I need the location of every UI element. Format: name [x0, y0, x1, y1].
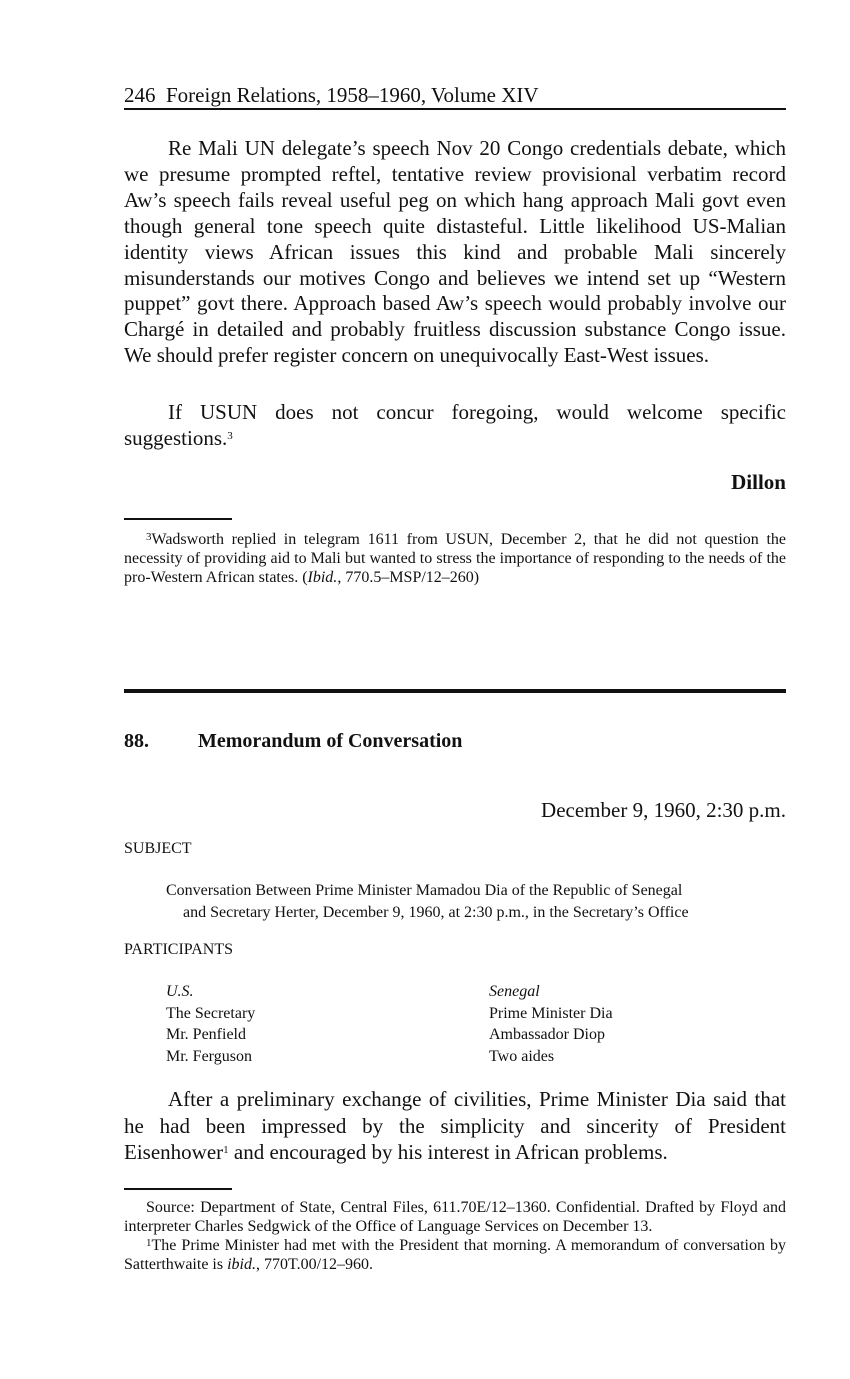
participants-us-title: U.S. [166, 983, 194, 1000]
body-paragraph-1: Re Mali UN delegate’s speech Nov 20 Congo credentials debate, which we presume prompted reftel, tentative review provisional verbatim record Aw’s speech fails reveal useful peg on which hang approach Mali govt even though general tone speech quite distasteful. Little likelihood US-Malian identity views African issues this kind and probable Mali sincerely misunderstands our motives Congo and believes we intend set up “Western puppet” govt there. Approach based Aw’s speech would probably involve our Chargé in detailed and probably fruitless discussion substance Congo issue. We should prefer register concern on unequivocally East-West issues. [124, 136, 786, 368]
section-rule [124, 689, 786, 693]
subject-label: SUBJECT [124, 840, 192, 857]
running-title: Foreign Relations, 1958–1960, Volume XIV [166, 83, 539, 107]
footnote-3 [124, 530, 786, 587]
subject-line-2: and Secretary Herter, December 9, 1960, at 2:30 p.m., in the Secretary’s Office [183, 904, 689, 921]
footnote-3-text-end: , 770.5–MSP/12–260) [337, 569, 480, 586]
footnote-1-mark: 1 [146, 1237, 152, 1249]
page-number: 246 [124, 83, 156, 107]
body-paragraph-2 [124, 400, 786, 452]
participant: Mr. Penfield [166, 1026, 246, 1043]
participant: The Secretary [166, 1004, 256, 1022]
source-note: Source: Department of State, Central Files, 611.70E/12–1360. Confidential. Drafted by Floyd and interpreter Charles Sedgwick of the Office of Language Services on December 13. [124, 1199, 786, 1235]
bottom-footnotes [124, 1198, 786, 1274]
footnote-rule [124, 518, 232, 520]
footnote-3-mark: 3 [146, 531, 152, 543]
participant: Prime Minister Dia [489, 1004, 613, 1022]
footnote-1 [124, 1236, 786, 1274]
footnote-1-text-end: , 770T.00/12–960. [255, 1256, 374, 1273]
document-title: Memorandum of Conversation [198, 730, 463, 752]
participants-senegal-title: Senegal [489, 983, 540, 1000]
running-header [124, 82, 786, 108]
subject-text [166, 880, 786, 924]
document-heading [124, 730, 462, 753]
footnote-3-ibid: Ibid. [307, 569, 338, 586]
footnote-1-ibid: ibid. [227, 1256, 256, 1273]
signature: Dillon [731, 470, 786, 494]
body-paragraph-3-text: After a preliminary exchange of civilities, Prime Minister Dia said that he had been impressed by the simplicity and sincerity of President Eisenhower [124, 1087, 786, 1164]
body-paragraph-2-text: If USUN does not concur foregoing, would welcome specific suggestions. [124, 400, 786, 450]
footnote-ref-3: 3 [227, 429, 233, 442]
document-date: December 9, 1960, 2:30 p.m. [541, 798, 786, 822]
participants-label: PARTICIPANTS [124, 941, 234, 958]
participants-senegal [489, 981, 613, 1067]
header-rule [124, 108, 786, 110]
participant: Mr. Ferguson [166, 1047, 252, 1065]
footnote-rule-bottom [124, 1188, 232, 1190]
footnote-3-text: Wadsworth replied in telegram 1611 from USUN, December 2, that he did not question the necessity of providing aid to Mali but wanted to stress the importance of responding to the needs of the pro-Western African states. ( [124, 531, 786, 586]
body-paragraph-3 [124, 1086, 786, 1166]
body-paragraph-3-text-end: and encouraged by his interest in African problems. [228, 1140, 668, 1164]
footnote-ref-1: 1 [223, 1144, 229, 1156]
document-number: 88. [124, 730, 149, 752]
participant: Ambassador Diop [489, 1026, 605, 1043]
participants-us [166, 981, 255, 1067]
subject-line-1: Conversation Between Prime Minister Mamadou Dia of the Republic of Senegal [166, 882, 683, 899]
footnote-1-text: The Prime Minister had met with the President that morning. A memorandum of conversation by Satterthwaite is [124, 1237, 786, 1273]
participant: Two aides [489, 1047, 555, 1065]
